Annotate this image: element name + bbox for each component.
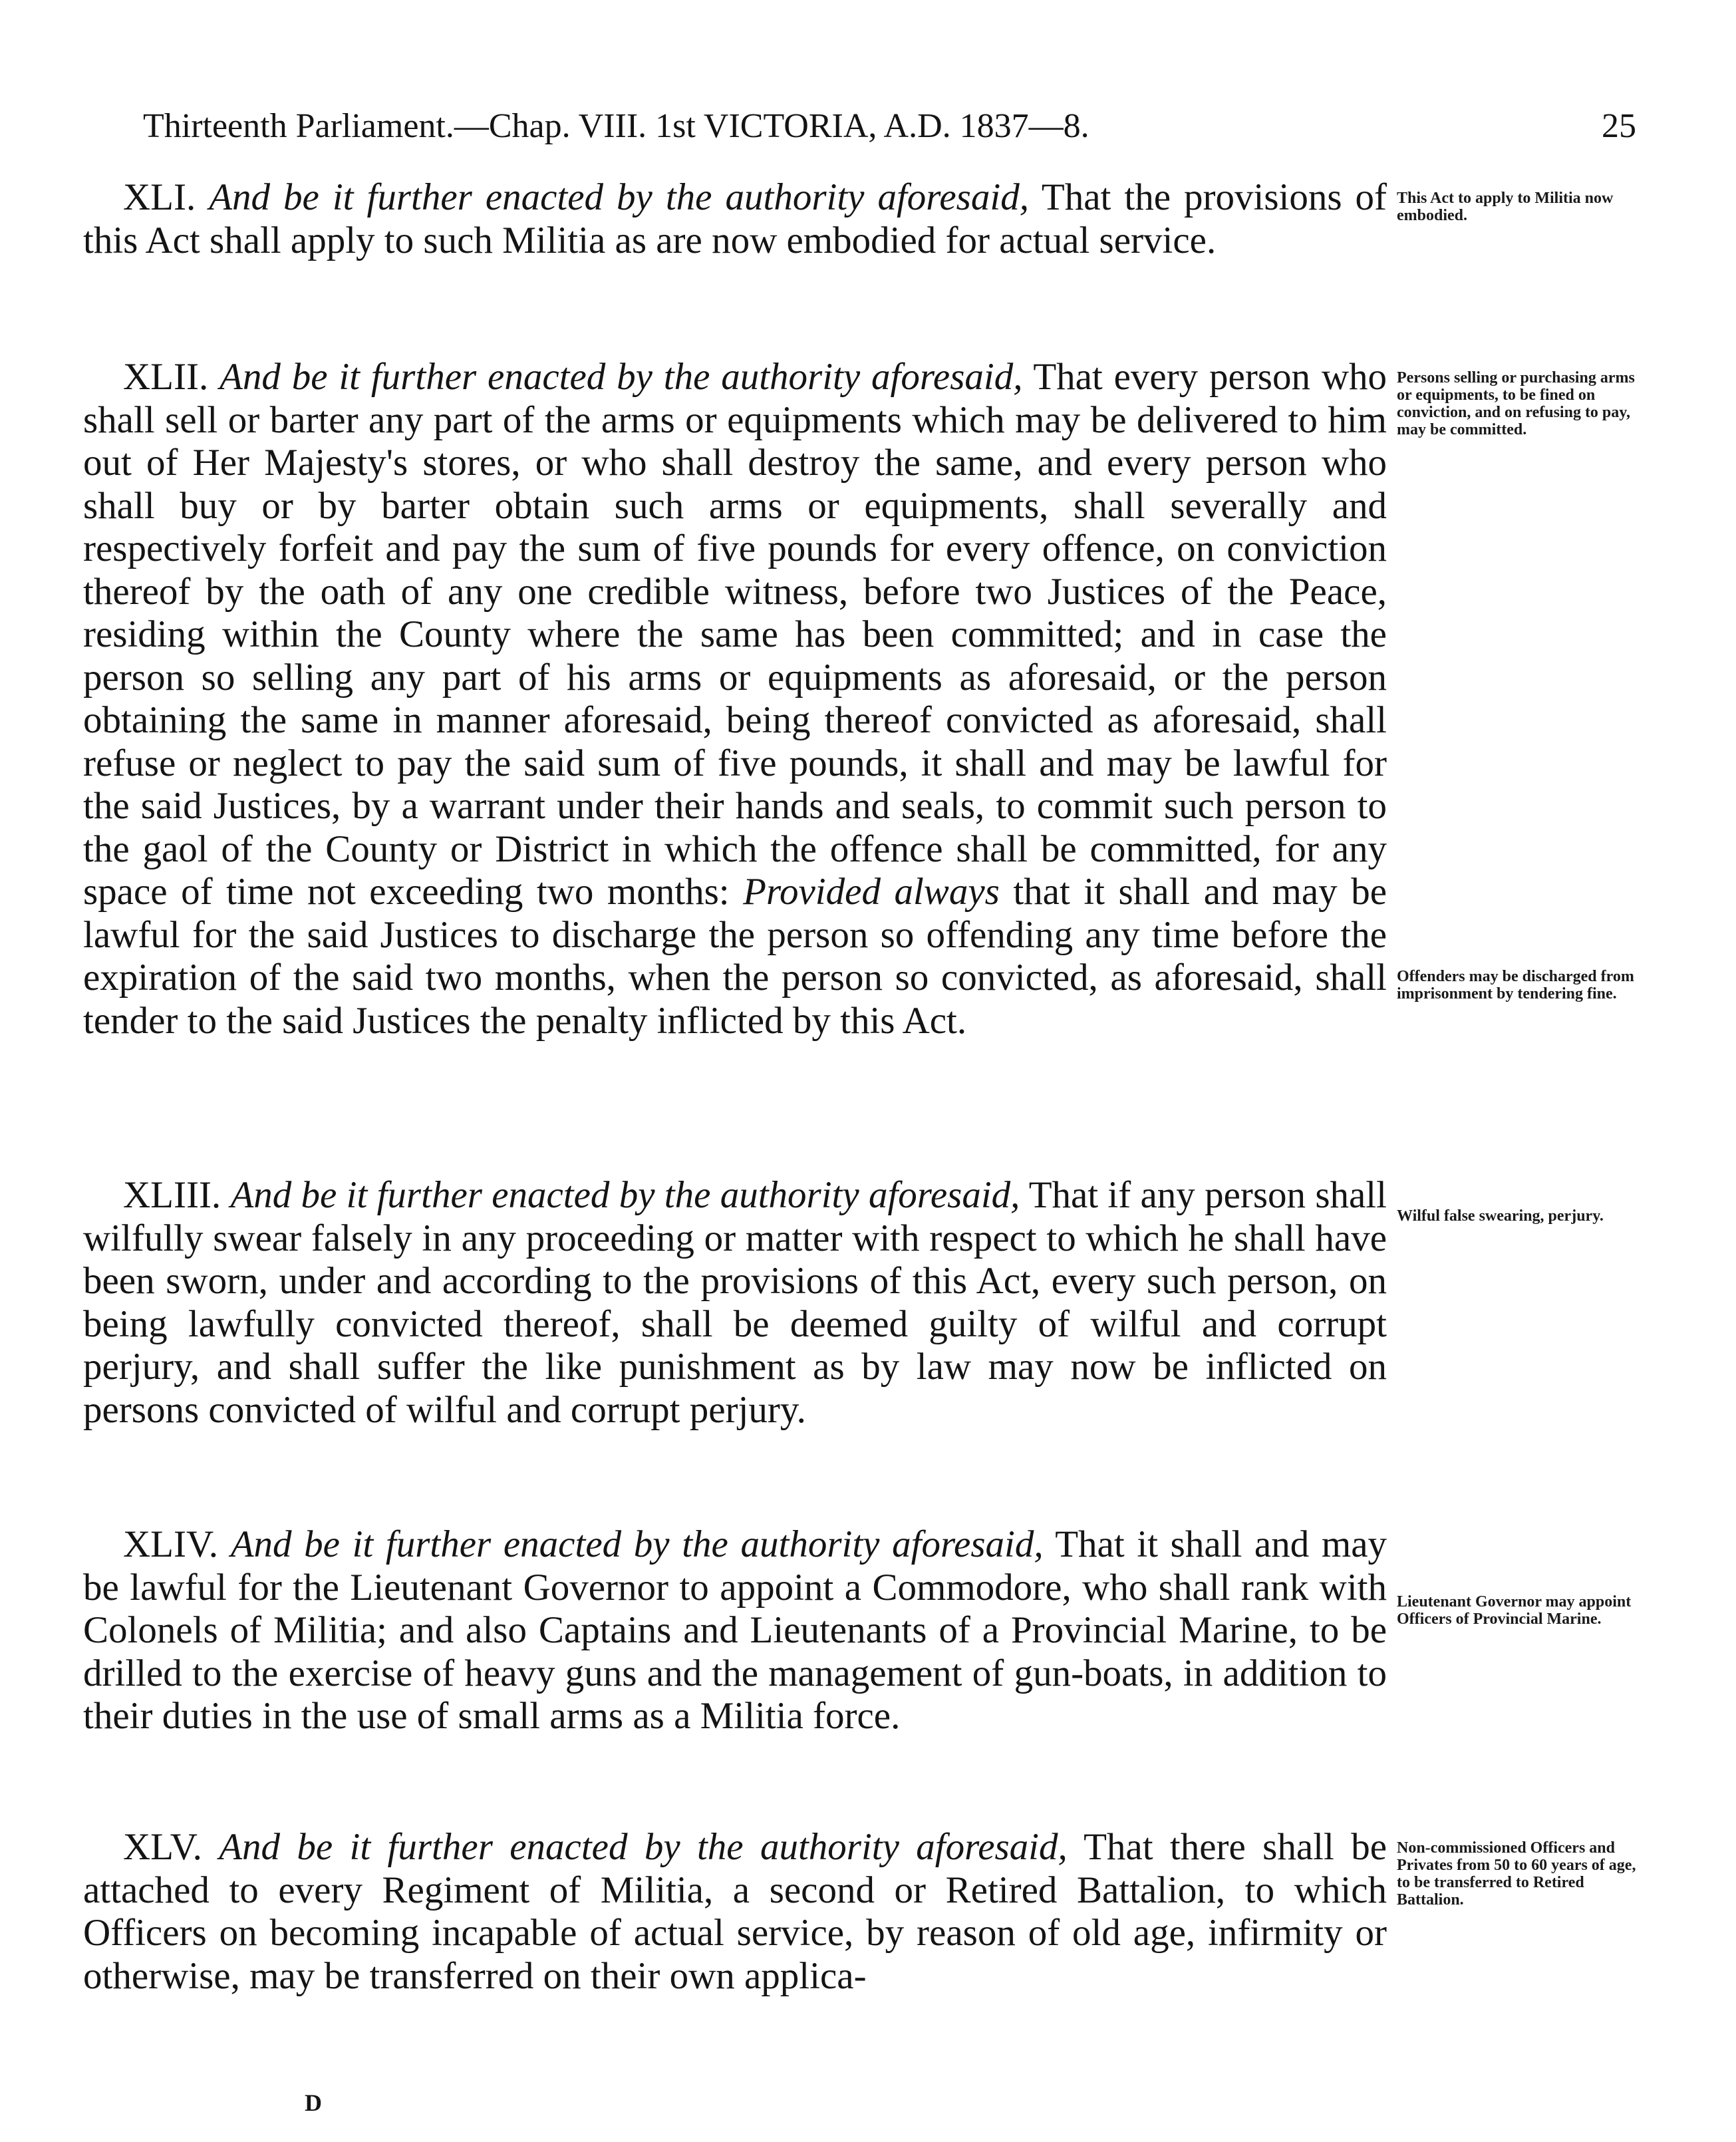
- margin-note-xli: This Act to apply to Militia now embodied.: [1397, 190, 1614, 224]
- section-xliii: [83, 1174, 1387, 1432]
- section-number: XLII.: [123, 356, 209, 398]
- enacting-clause: And be it further enacted by the authority aforesaid,: [219, 1826, 1068, 1868]
- signature-mark: D: [305, 2089, 322, 2116]
- section-xlii: [83, 356, 1387, 1042]
- section-body: That there shall be attached to every Regiment of Militia, a second or Retired Battalion, to which Officers on becoming incapable of actual service, by reason of old age, infirmity or otherwise, may be transferred on their own applica-: [83, 1826, 1387, 1997]
- page-title: Thirteenth Parliament.—Chap. VIII. 1st VICTORIA, A.D. 1837—8.: [143, 107, 1089, 145]
- margin-note-xliii: Wilful false swearing, perjury.: [1397, 1207, 1604, 1225]
- section-text: [83, 1523, 1387, 1738]
- section-xliv: [83, 1523, 1387, 1738]
- section-body: That every person who shall sell or barter any part of the arms or equipments which may be delivered to him out of Her Majesty's stores, or who shall destroy the same, and every person who shall buy or by barter obtain such arms or equipments, shall severally and respectively forfeit and pay the sum of five pounds for every offence, on conviction thereof by the oath of any one credible witness, before two Justices of the Peace, residing within the County where the same has been committed; and in case the person so selling any part of his arms or equipments as aforesaid, or the person obtaining the same in manner aforesaid, being thereof convicted as aforesaid, shall refuse or neglect to pay the said sum of five pounds, it shall and may be lawful for the said Justices, by a warrant under their hands and seals, to commit such person to the gaol of the County or District in which the offence shall be committed, for any space of time not exceeding two months:: [83, 356, 1387, 913]
- section-number: XLI.: [123, 176, 196, 218]
- section-text: [83, 356, 1387, 1042]
- page-number: 25: [1602, 107, 1636, 145]
- section-xli: [83, 176, 1387, 262]
- section-number: XLV.: [123, 1826, 202, 1868]
- enacting-clause: And be it further enacted by the authority aforesaid,: [230, 1174, 1020, 1216]
- section-body: That the provisions of this Act shall apply to such Militia as are now embodied for actual service.: [83, 176, 1387, 261]
- section-body: That it shall and may be lawful for the Lieutenant Governor to appoint a Commodore, who shall rank with Colonels of Militia; and also Captains and Lieutenants of a Provincial Marine, to be drilled to the exercise of heavy guns and the management of gun-boats, in addition to their duties in the use of small arms as a Militia force.: [83, 1523, 1387, 1737]
- margin-note-xlii: Persons selling or purchasing arms or equipments, to be fined on conviction, and on refusing to pay, may be committed.: [1397, 369, 1635, 438]
- section-text: [83, 1826, 1387, 1998]
- section-xlv: [83, 1826, 1387, 1998]
- margin-note-xlii-discharge: Offenders may be discharged from imprisonment by tendering fine.: [1397, 968, 1634, 1002]
- page-header: [143, 100, 1636, 153]
- enacting-clause: And be it further enacted by the authority aforesaid,: [219, 356, 1023, 398]
- section-body: That if any person shall wilfully swear falsely in any proceeding or matter with respect to which he shall have been sworn, under and according to the provisions of this Act, every such person, on being lawfully convicted thereof, shall be deemed guilty of wilful and corrupt perjury, and shall suffer the like punishment as by law may now be inflicted on persons convicted of wilful and corrupt perjury.: [83, 1174, 1387, 1431]
- enacting-clause: And be it further enacted by the authority aforesaid,: [230, 1523, 1044, 1565]
- section-number: XLIII.: [123, 1174, 221, 1216]
- section-text: [83, 176, 1387, 262]
- section-text: [83, 1174, 1387, 1432]
- section-number: XLIV.: [123, 1523, 219, 1565]
- enacting-clause: And be it further enacted by the authority aforesaid,: [209, 176, 1029, 218]
- proviso-clause: Provided always: [743, 871, 1000, 913]
- section-body-continued: that it shall and may be lawful for the said Justices to discharge the person so offending any time before the expiration of the said two months, when the person so convicted, as aforesaid, shall tender to the said Justices the penalty inflicted by this Act.: [83, 871, 1387, 1042]
- margin-note-xliv: Lieutenant Governor may appoint Officers of Provincial Marine.: [1397, 1593, 1632, 1628]
- margin-note-xlv: Non-commissioned Officers and Privates from 50 to 60 years of age, to be transferred to Retired Battalion.: [1397, 1839, 1636, 1909]
